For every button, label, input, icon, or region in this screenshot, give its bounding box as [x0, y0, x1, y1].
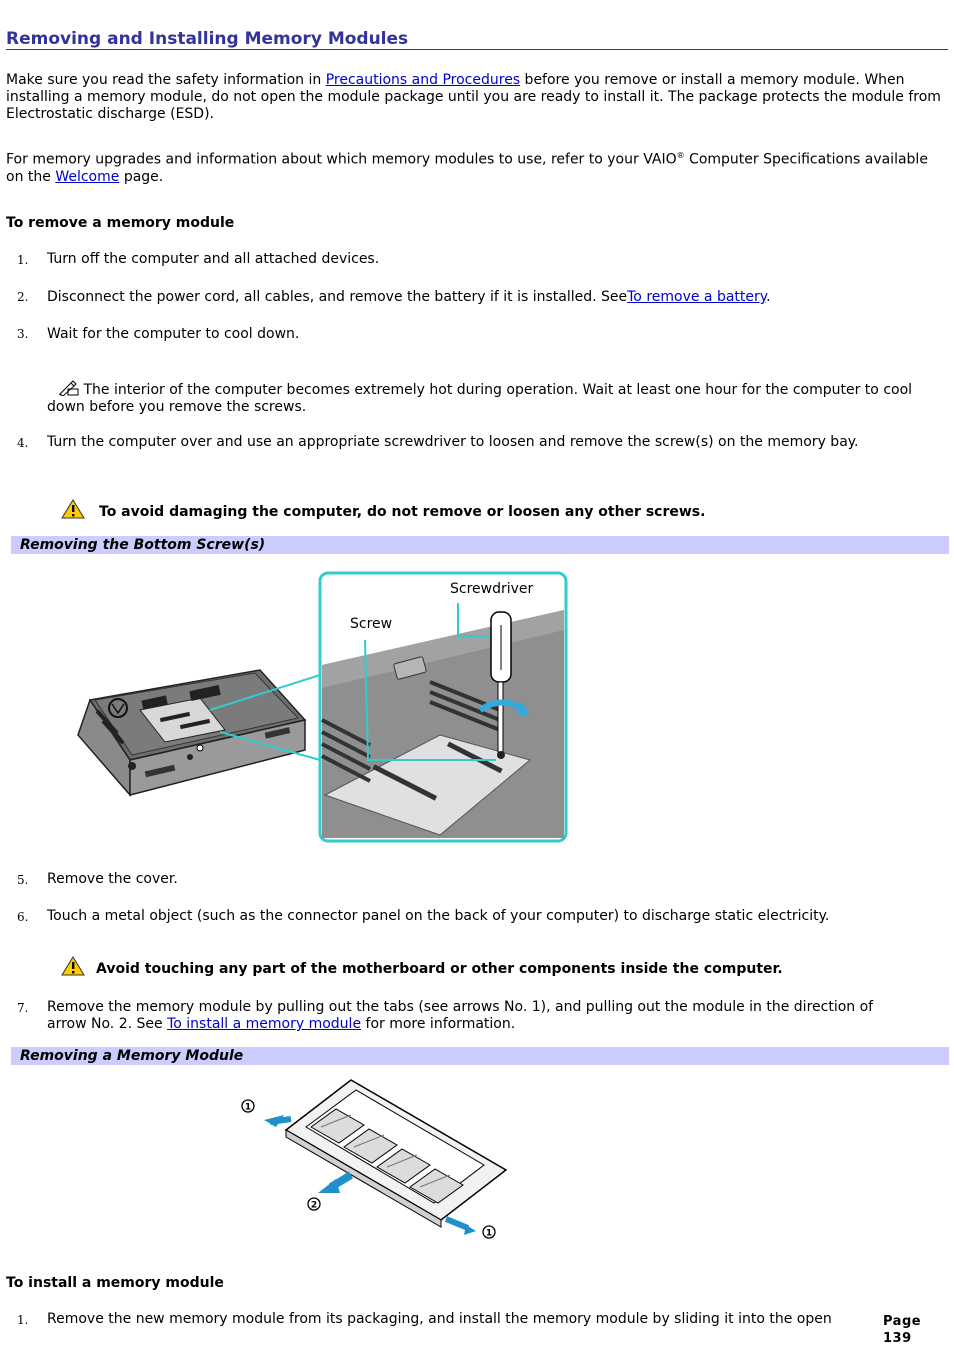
step-text: .: [766, 289, 771, 305]
note-text: The interior of the computer becomes extremely hot during operation. Wait at least one hour for the computer to cool down before you remove the screws.: [47, 382, 913, 415]
warning-text-2: Avoid touching any part of the motherboard or other components inside the computer.: [96, 961, 783, 977]
intro-paragraph-1: [6, 72, 946, 123]
zoom-callout-box: [320, 573, 566, 841]
arrow-number-1: 1: [244, 1102, 252, 1113]
arrow-number-1: 1: [485, 1228, 493, 1239]
step-5: Remove the cover.: [47, 871, 178, 887]
label-screwdriver: Screwdriver: [450, 581, 534, 597]
arrow-number-2: 2: [310, 1200, 318, 1211]
step-text: for more information.: [361, 1016, 516, 1032]
figure-caption-band: Removing the Bottom Screw(s): [11, 536, 949, 554]
step-3: Wait for the computer to cool down.: [47, 326, 300, 342]
warning-triangle-icon: [61, 499, 85, 519]
install-step-1: Remove the new memory module from its packaging, and install the memory module by sliding it into the open: [47, 1311, 832, 1327]
step-number: 3.: [17, 327, 29, 341]
step-text: Remove the memory module by pulling out the tabs (see arrows No. 1), and pulling out the module in the direction of arrow No. 2. See: [47, 999, 874, 1032]
remove-heading: To remove a memory module: [6, 215, 235, 231]
step-4: Turn the computer over and use an appropriate screwdriver to loosen and remove the screw(s) on the memory bay.: [47, 434, 859, 450]
intro-text: For memory upgrades and information about which memory modules to use, refer to your VAIO: [6, 151, 677, 168]
step-number: 5.: [17, 873, 29, 887]
page-number: Page 139: [882, 1313, 954, 1347]
step-number: 1.: [17, 253, 29, 267]
step-number: 1.: [17, 1313, 29, 1327]
step-text: Disconnect the power cord, all cables, and remove the battery if it is installed. See: [47, 289, 628, 305]
step-6: Touch a metal object (such as the connector panel on the back of your computer) to discharge static electricity.: [47, 908, 830, 924]
install-memory-link[interactable]: To install a memory module: [167, 1016, 362, 1032]
step-2: [47, 289, 927, 306]
step-number: 2.: [17, 290, 29, 304]
step-number: 4.: [17, 436, 29, 450]
step-number: 6.: [17, 910, 29, 924]
welcome-link[interactable]: Welcome: [55, 168, 120, 185]
intro-text: Make sure you read the safety information in: [6, 72, 326, 88]
page-title: Removing and Installing Memory Modules: [6, 29, 948, 50]
step-1: Turn off the computer and all attached devices.: [47, 251, 380, 267]
bottom-screw-illustration: [70, 570, 570, 846]
intro-text: Computer Specifications available on the: [6, 151, 928, 185]
memory-module-illustration: [236, 1075, 516, 1250]
warning-triangle-icon: [61, 956, 85, 976]
install-heading: To install a memory module: [6, 1275, 224, 1291]
intro-paragraph-2: [6, 147, 946, 186]
registered-mark: ®: [676, 151, 685, 160]
laptop-bottom-drawing: [78, 670, 305, 795]
label-screw: Screw: [350, 616, 393, 632]
remove-battery-link[interactable]: To remove a battery: [627, 289, 767, 305]
note-pencil-icon: [57, 379, 79, 396]
note-paragraph: [47, 379, 947, 416]
figure-caption-band: Removing a Memory Module: [11, 1047, 949, 1065]
precautions-link[interactable]: Precautions and Procedures: [325, 72, 521, 88]
intro-text: page.: [119, 168, 164, 185]
intro-text: before you remove or install a memory module. When installing a memory module, do not open the module package until you are ready to install it. The package protects the module from Electrostatic discharge (ESD).: [6, 72, 941, 122]
step-number: 7.: [17, 1001, 29, 1015]
step-7: [47, 999, 887, 1033]
warning-text-1: To avoid damaging the computer, do not remove or loosen any other screws.: [99, 504, 706, 520]
